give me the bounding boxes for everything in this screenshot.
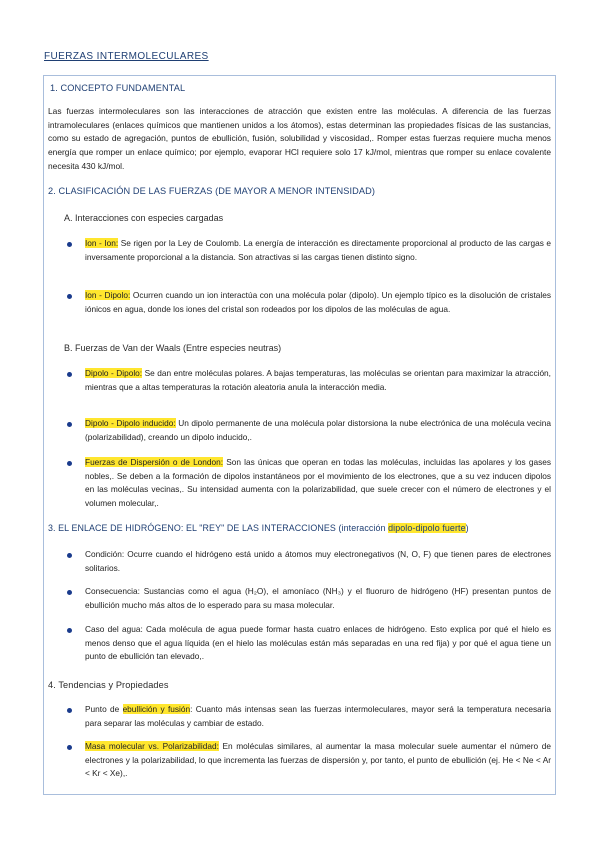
highlighted-term: Ion - Dipolo: [85, 290, 131, 300]
section-2-heading: 2. CLASIFICACIÓN DE LAS FUERZAS (DE MAYOR A MENOR INTENSIDAD) [48, 186, 376, 196]
item-text: Se rigen por la Ley de Coulomb. La energía de interacción es directamente proporcional al producto de las cargas e inversamente proporcional a la distancia. Son atractivas si las cargas tienen distinto signo. [85, 238, 552, 262]
highlighted-term: Fuerzas de Dispersión o de London: [85, 457, 224, 467]
bullet-icon [67, 708, 72, 713]
document-title: FUERZAS INTERMOLECULARES [44, 51, 209, 62]
bullet-icon [67, 372, 72, 377]
item-text: Cada molécula de agua puede formar hasta cuatro enlaces de hidrógeno. Esto explica por qué el hielo es menos denso que el agua líquida (en el hielo las moléculas están más separadas en una red fija) y por qué el agua tiene un punto de ebullición tan elevado,. [85, 624, 551, 662]
bullet-icon [67, 242, 72, 247]
item-term: Consecuencia: [85, 586, 140, 596]
item-text: Ocurren cuando un ion interactúa con una molécula polar (dipolo). Un ejemplo típico es la disolución de cristales iónicos en agua, donde los iones del cristal son rodeados por los dipolos de las moléculas de agua. [85, 290, 551, 314]
section-1-heading: 1. CONCEPTO FUNDAMENTAL [50, 83, 186, 93]
list-item-london [85, 456, 551, 511]
highlighted-term: dipolo-dipolo fuerte [388, 523, 466, 533]
item-text: Son las únicas que operan en todas las moléculas, incluidas las apolares y los gases nobles,. Se deben a la formación de dipolos instantáneos por el movimiento de los electrones, que a su vez inducen dipolos en las moléculas vecinas,. Su intensidad aumenta con la polarizabilidad, que suele crecer con el número de electrones y el volumen molecular,. [85, 457, 551, 509]
highlighted-term: ebullición y fusión [122, 704, 191, 714]
list-item-ebullicion [85, 703, 551, 730]
list-item-ion-dipolo [85, 289, 551, 316]
bullet-icon [67, 553, 72, 558]
subsection-b-heading: B. Fuerzas de Van der Waals (Entre especies neutras) [64, 343, 282, 353]
section-1-paragraph: Las fuerzas intermoleculares son las interacciones de atracción que existen entre las moléculas. A diferencia de las fuerzas intramoleculares (enlaces químicos que mantienen unidos a los átomos), estas determinan las propiedades físicas de las sustancias, como su estado de agregación, puntos de ebullición, fusión, solubilidad y viscosidad,. Romper estas fuerzas requiere mucha menos energía que romper un enlace químico; por ejemplo, evaporar HCl requiere solo 17 kJ/mol, mientras que romper su enlace covalente necesita 430 kJ/mol. [48, 106, 551, 171]
bullet-icon [67, 461, 72, 466]
list-item-dipolo-inducido [85, 417, 551, 444]
bullet-icon [67, 745, 72, 750]
highlighted-term: Ion - Ion: [85, 238, 119, 248]
item-term: Condición: [85, 549, 125, 559]
item-text: Se dan entre moléculas polares. A bajas temperaturas, las moléculas se orientan para maximizar la atracción, mientras que a altas temperaturas la rotación aleatoria anula la interacción media. [85, 368, 551, 392]
highlighted-term: Masa molecular vs. Polarizabilidad: [85, 741, 219, 751]
list-item-dipolo-dipolo [85, 367, 551, 394]
item-text: Un dipolo permanente de una molécula polar distorsiona la nube electrónica de una molécula vecina (polarizabilidad), creando un dipolo inducido,. [85, 418, 551, 442]
list-item-ion-ion [85, 237, 551, 264]
list-item-consecuencia [85, 585, 551, 612]
section-3-heading [48, 523, 469, 533]
bullet-icon [67, 422, 72, 427]
heading-text: 3. EL ENLACE DE HIDRÓGENO: EL "REY" DE LAS INTERACCIONES (interacción [48, 523, 389, 533]
heading-text: ) [465, 523, 469, 533]
item-text: : Cuanto más intensas sean las fuerzas intermoleculares, mayor será la temperatura necesaria para separar las moléculas y cambiar de estado. [85, 704, 551, 728]
subsection-a-heading: A. Interacciones con especies cargadas [64, 213, 224, 223]
list-item-masa-molecular [85, 740, 551, 781]
bullet-icon [67, 628, 72, 633]
bullet-icon [67, 294, 72, 299]
item-text: Sustancias como el agua (H₂O), el amoníaco (NH₃) y el fluoruro de hidrógeno (HF) presentan puntos de ebullición mucho más altos de lo esperado para su masa molecular. [85, 586, 551, 610]
item-text: Punto de [85, 704, 123, 714]
item-term: Caso del agua: [85, 624, 143, 634]
item-text: Ocurre cuando el hidrógeno está unido a átomos muy electronegativos (N, O, F) que tienen pares de electrones solitarios. [85, 549, 551, 573]
list-item-caso-agua [85, 623, 551, 664]
list-item-condicion [85, 548, 551, 575]
bullet-icon [67, 590, 72, 595]
highlighted-term: Dipolo - Dipolo inducido: [85, 418, 176, 428]
highlighted-term: Dipolo - Dipolo: [85, 368, 143, 378]
section-4-heading: 4. Tendencias y Propiedades [48, 680, 169, 690]
item-text: En moléculas similares, al aumentar la masa molecular suele aumentar el número de electrones y la polarizabilidad, lo que incrementa las fuerzas de dispersión y, por tanto, el punto de ebullición (ej. He < Ne < Ar < Kr < Xe),. [85, 741, 551, 779]
